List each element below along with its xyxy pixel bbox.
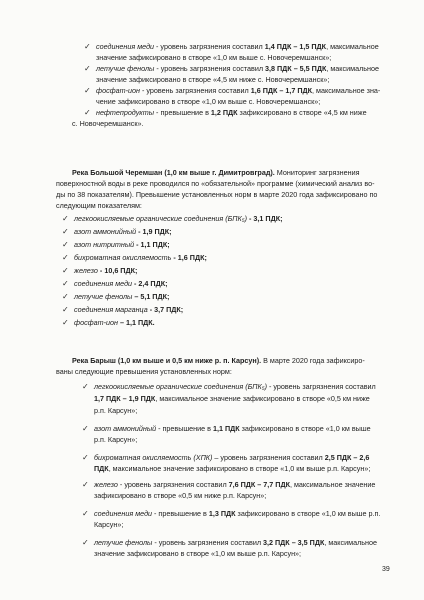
list-item: бихроматная окисляемость - 1,6 ПДК; xyxy=(74,253,207,262)
paragraph-heading: Река Барыш (1,0 км выше и 0,5 км ниже р. п. Карсун). В марте 2020 года зафиксиро- xyxy=(72,356,365,365)
list-item: соединения марганца - 3,7 ПДК; xyxy=(74,305,184,314)
check-icon: ✓ xyxy=(62,318,69,327)
check-icon: ✓ xyxy=(82,382,89,391)
check-icon: ✓ xyxy=(84,86,91,95)
list-item-cont: значение зафиксировано в створе «1,0 км выше с. Новочеремшанск»; xyxy=(96,53,332,62)
check-icon: ✓ xyxy=(84,108,91,117)
paragraph-heading: Река Большой Черемшан (1,0 км выше г. Димитровград). Мониторинг загрязнения xyxy=(72,168,360,177)
check-icon: ✓ xyxy=(62,253,69,262)
list-item: бихроматная окисляемость (ХПК) – уровень загрязнения составил 2,5 ПДК – 2,6 xyxy=(94,453,370,462)
check-icon: ✓ xyxy=(82,453,89,462)
paragraph-text: ваны следующие превышения установленных норм: xyxy=(56,367,232,376)
list-item: азот аммонийный - 1,9 ПДК; xyxy=(74,227,172,236)
list-item-cont: 1,7 ПДК – 1,9 ПДК, максимальное значение зафиксировано в створе «0,5 км ниже xyxy=(94,394,370,403)
list-item: летучие фенолы - уровень загрязнения составил 3,8 ПДК – 5,5 ПДК, максимальное xyxy=(96,64,379,73)
list-item-cont: р.п. Карсун»; xyxy=(94,406,138,415)
list-item: фосфат-ион - уровень загрязнения составил 1,6 ПДК – 1,7 ПДК, максимальное зна- xyxy=(96,86,381,95)
paragraph-text: следующим показателям: xyxy=(56,201,142,210)
check-icon: ✓ xyxy=(62,266,69,275)
list-item: соединения меди - превышение в 1,3 ПДК зафиксировано в створе «1,0 км выше р.п. xyxy=(94,509,381,518)
list-item-cont: значение зафиксировано в створе «1,0 км выше р.п. Карсун»; xyxy=(94,549,302,558)
list-item: фосфат-ион – 1,1 ПДК. xyxy=(74,318,155,327)
check-icon: ✓ xyxy=(62,292,69,301)
check-icon: ✓ xyxy=(82,480,89,489)
list-item: соединения меди - 2,4 ПДК; xyxy=(74,279,168,288)
list-item-cont: чение зафиксировано в створе «1,0 км выше с. Новочеремшанск»; xyxy=(96,97,321,106)
check-icon: ✓ xyxy=(84,64,91,73)
list-item-cont: Карсун»; xyxy=(94,520,124,529)
list-item: легкоокисляемые органические соединения (БПК₅) - 3,1 ПДК; xyxy=(74,214,283,223)
page-number: 39 xyxy=(382,566,390,573)
list-item-cont: с. Новочеремшанск». xyxy=(72,119,144,128)
list-item: летучие фенолы – 5,1 ПДК; xyxy=(74,292,170,301)
list-item: летучие фенолы - уровень загрязнения составил 3,2 ПДК – 3,5 ПДК, максимальное xyxy=(94,538,377,547)
check-icon: ✓ xyxy=(62,214,69,223)
check-icon: ✓ xyxy=(82,538,89,547)
list-item: железо - уровень загрязнения составил 7,6 ПДК – 7,7 ПДК, максимальное значение xyxy=(94,480,376,489)
check-icon: ✓ xyxy=(62,240,69,249)
check-icon: ✓ xyxy=(62,305,69,314)
list-item: соединения меди - уровень загрязнения составил 1,4 ПДК – 1,5 ПДК, максимальное xyxy=(96,42,379,51)
check-icon: ✓ xyxy=(82,424,89,433)
check-icon: ✓ xyxy=(84,42,91,51)
list-item-cont: р.п. Карсун»; xyxy=(94,435,138,444)
list-item-cont: значение зафиксировано в створе «4,5 км ниже с. Новочеремшанск»; xyxy=(96,75,330,84)
list-item: азот нитритный - 1,1 ПДК; xyxy=(74,240,170,249)
list-item-cont: зафиксировано в створе «0,5 км ниже р.п. Карсун»; xyxy=(94,491,267,500)
list-item: нефтепродукты - превышение в 1,2 ПДК зафиксировано в створе «4,5 км ниже xyxy=(96,108,367,117)
paragraph-text: поверхностной воды в реке проводился по «обязательной» программе (химический анализ во- xyxy=(56,179,375,188)
check-icon: ✓ xyxy=(62,227,69,236)
list-item: азот аммонийный - превышение в 1,1 ПДК зафиксировано в створе «1,0 км выше xyxy=(94,424,371,433)
paragraph-text: ды по 38 показателям). Превышение установленных норм в марте 2020 года зафиксировано по xyxy=(56,190,378,199)
list-item: легкоокисляемые органические соединения (БПК₅) - уровень загрязнения составил xyxy=(94,382,376,391)
check-icon: ✓ xyxy=(82,509,89,518)
check-icon: ✓ xyxy=(62,279,69,288)
list-item-cont: ПДК, максимальное значение зафиксировано в створе «1,0 км выше р.п. Карсун»; xyxy=(94,464,371,473)
list-item: железо - 10,6 ПДК; xyxy=(74,266,138,275)
